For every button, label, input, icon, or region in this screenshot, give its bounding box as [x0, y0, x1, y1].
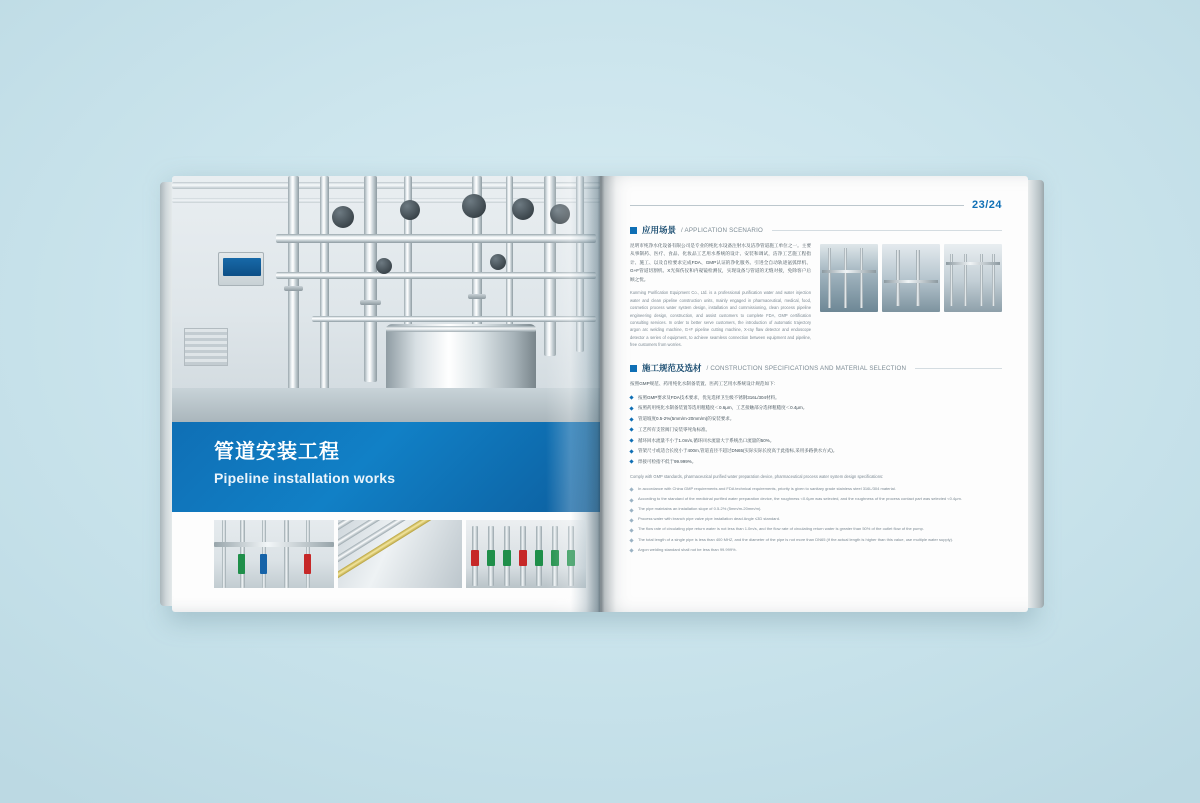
spec-bullet-item-en: Process water with branch pipe valve pipe installation dead Angle ≤3D standard. — [630, 516, 1002, 523]
construction-spec-block — [630, 362, 1002, 553]
vertical-pipe — [320, 176, 329, 398]
caption-title-zh: 管道安装工程 — [214, 441, 340, 463]
strip-photo-labelled-pipe-ends — [466, 520, 586, 588]
vertical-pipe — [576, 176, 584, 352]
scenario-photo-1 — [820, 244, 878, 312]
section-title-en: / APPLICATION SCENARIO — [681, 226, 764, 234]
spec-bullet-item-en: According to the standard of the medicinal purified water preparation device, the roughness <0.6μm was selected, and the roughness of the process contact part was selected <0.4μm. — [630, 496, 1002, 503]
valve-actuator — [332, 206, 354, 228]
control-panel — [218, 252, 264, 286]
brochure-left-page — [172, 176, 600, 612]
left-page-caption-band — [172, 422, 600, 512]
brochure-right-page — [600, 176, 1028, 612]
spec-bullet-list-zh — [630, 394, 1002, 465]
scenario-photo-3 — [944, 244, 1002, 312]
valve-actuator — [550, 204, 570, 224]
spec-bullet-item-en: Argon welding standard shall not be less than 99.999%. — [630, 547, 1002, 554]
floor — [172, 388, 600, 422]
valve-actuator — [512, 198, 534, 220]
section-title-zh: 施工规范及选材 — [642, 363, 702, 374]
valve-actuator — [490, 254, 506, 270]
wall-vent-grille — [184, 328, 228, 366]
spec-bullet-list-en — [630, 486, 1002, 553]
application-scenario-row — [630, 242, 1002, 348]
section-rule — [772, 230, 1002, 231]
scenario-paragraph-en: Kunming Purification Equipment Co., Ltd. is a professional purification water and water injection water and clean pipeline construction units, mainly engaged in pharmaceutical, medical, food, cosmetics process water system design, installation and commissioning, clean process pipeline engineering design, construction, and assist customers to complete FDA, GMP certification consulting services. In order to better serve customers, the introduction of automatic trajectory argon arc welding machine, G+F pipeline cutting machine, X-ray flaw detector and endoscope detector a series of equipment, to achieve seamless connection between equipment and pipeline, free customers from worries. — [630, 290, 811, 347]
spec-bullet-item: 工艺所有支管阀门安装零死角标准。 — [630, 426, 1002, 433]
vertical-pipe — [544, 176, 556, 356]
horizontal-pipe — [312, 316, 596, 322]
spec-bullet-item: 管架尺寸或适合长度小于400m,管道直径不超过DN65(实际实际长度高于此指标,采用多路供水方式)。 — [630, 447, 1002, 454]
ceiling-pipe-2 — [172, 198, 600, 203]
valve-actuator — [462, 194, 486, 218]
section-heading-construction-spec — [630, 362, 1002, 374]
spec-lead-zh: 按照GMP规范、药用纯化水制备装置、医药工艺用水系统设计规范如下： — [630, 381, 779, 387]
horizontal-pipe — [276, 272, 596, 279]
section-title-zh: 应用场景 — [642, 225, 677, 235]
section-rule — [915, 368, 1002, 369]
spec-bullet-item-en: In accordance with China GMP requirements and FDA technical requirements, priority is given to sanitary grade stainless steel 316L/304 material. — [630, 486, 1002, 493]
page-number: 23/24 — [971, 199, 1002, 211]
scenario-photo-group — [820, 244, 1002, 312]
pipe-flange — [468, 294, 486, 299]
strip-photo-pipeline-manifold — [214, 520, 334, 588]
page-edge-left — [160, 182, 172, 606]
page-number-row — [630, 198, 1002, 212]
scenario-paragraph-zh: 昆明市纯净水化设备有限公司是专业的纯化水设备注射水及洁净管道施工单位之一。主要从事制药、医疗、食品、化妆品工艺用水系统的设计、安装和调试，洁净工艺施工程指计、施工、以及自检要求完成FDA、GMP认证的净化服务。引进全自动轨迹氩弧焊机、G+F管道切割机、X光探伤仪和内窥镜检测仪，实现设备与管道的无缝对接，免除客户后顾之忧。 — [630, 243, 811, 282]
valve-actuator — [376, 258, 392, 274]
page-edge-right — [1028, 180, 1044, 608]
caption-title-en: Pipeline installation works — [214, 470, 396, 486]
vertical-pipe — [364, 176, 377, 382]
left-page-photo-strip — [214, 520, 586, 588]
strip-photo-pipe-rack — [338, 520, 462, 588]
scenario-photo-2 — [882, 244, 940, 312]
open-brochure — [172, 176, 1028, 612]
section-title-en: / CONSTRUCTION SPECIFICATIONS AND MATERIAL SELECTION — [706, 364, 907, 372]
application-scenario-text — [630, 242, 811, 348]
spec-lead-en: Comply with GMP standards, pharmaceutical purified water preparation device, pharmaceutical process water system design specifications: — [630, 474, 884, 480]
section-marker-icon — [630, 365, 637, 372]
tank-top-rim — [386, 326, 536, 332]
section-heading-application-scenario — [630, 224, 1002, 236]
pipe-flange — [284, 286, 303, 291]
page-number-rule — [630, 205, 964, 206]
vertical-pipe — [288, 176, 299, 390]
spec-bullet-item: 焊接可检指不低于99.999%。 — [630, 458, 1002, 465]
section-marker-icon — [630, 227, 637, 234]
spec-bullet-item: 循环回水流量不小于1.0m/s,循环回水流量大于系统出口流量的50%。 — [630, 437, 1002, 444]
spec-bullet-item: 按照GMP要求及FDA技术要求，优先选择卫生级不锈钢316L/304材料。 — [630, 394, 1002, 401]
valve-actuator — [400, 200, 420, 220]
horizontal-pipe — [276, 234, 596, 243]
spec-bullet-item: 管道坡度0.5-2%(5mm/m-20mm/m)的安装要求。 — [630, 415, 1002, 422]
spec-bullet-item-en: The flow rate of circulating pipe return water is not less than 1.0m/s, and the flow rate of circulating return water is greater than 50% of the outlet flow of the pump. — [630, 526, 1002, 533]
hero-photo-pipeline-installation — [172, 176, 600, 422]
pipe-flange — [360, 300, 381, 305]
spec-bullet-item-en: The pipe maintains an installation slope of 0.5-2% (5mm/m-20mm/m). — [630, 506, 1002, 513]
ceiling-pipe — [172, 182, 600, 189]
spec-bullet-item-en: The total length of a single pipe is less than 400 MHZ, and the diameter of the pipe is not more than DN65 (if the actual length is higher than this value, use multiple water supply). — [630, 537, 1002, 544]
control-panel-screen — [223, 258, 261, 276]
spec-bullet-item: 按照药用纯化水制备装置等选用粗糙度＜0.6μm，工艺接触部分选择粗糙度＜0.4μm。 — [630, 404, 1002, 411]
